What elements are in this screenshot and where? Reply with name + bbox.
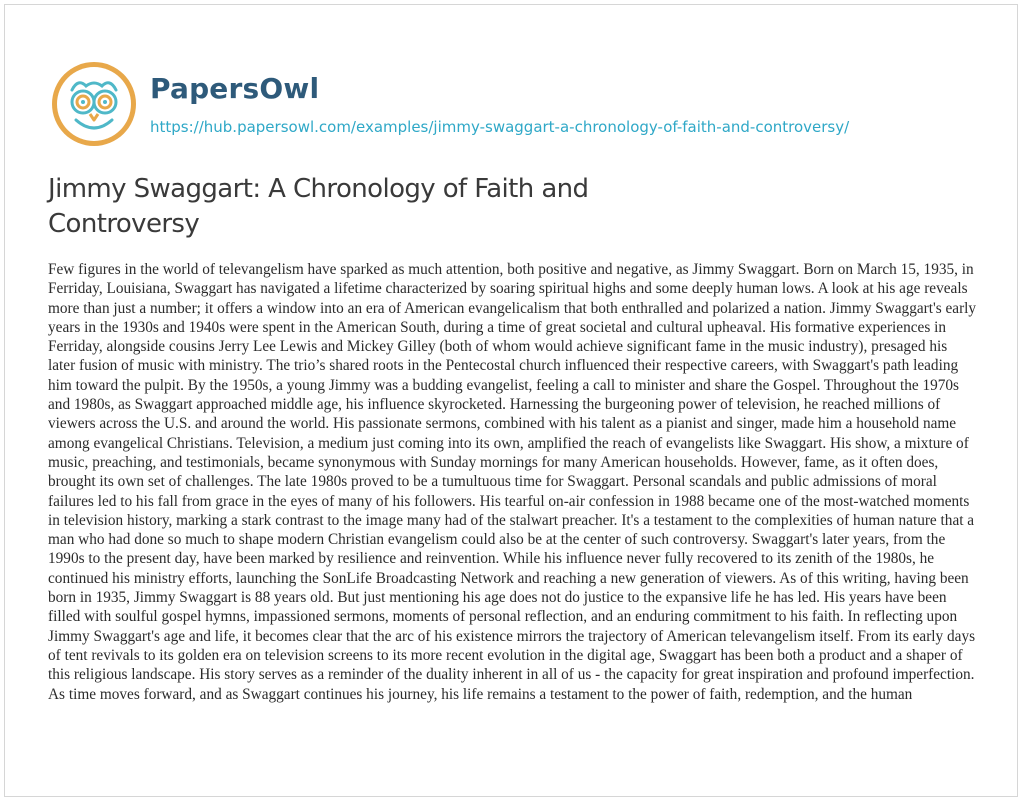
site-header — [50, 60, 849, 148]
brand-block — [150, 72, 849, 136]
page-title: Jimmy Swaggart: A Chronology of Faith and Controversy — [48, 174, 589, 239]
source-url-link[interactable]: https://hub.papersowl.com/examples/jimmy-swaggart-a-chronology-of-faith-and-controversy/ — [150, 118, 850, 136]
owl-icon — [50, 60, 138, 148]
brand-name[interactable]: PapersOwl — [150, 72, 320, 105]
article-body: Few figures in the world of televangelism have sparked as much attention, both positive and negative, as Jimmy Swaggart. Born on March 15, 1935, in Ferriday, Louisiana, Swaggart has navigated a lifetime characterized by soaring spiritual highs and some deeply human lows. A look at his age reveals more than just a number; it offers a window into an era of American evangelicalism that both enthralled and polarized a nation. Jimmy Swaggart's early years in the 1930s and 1940s were spent in the American South, during a time of great societal and cultural upheaval. His formative experiences in Ferriday, alongside cousins Jerry Lee Lewis and Mickey Gilley (both of whom would achieve significant fame in the music industry), presaged his later fusion of music with ministry. The trio’s shared roots in the Pentecostal church influenced their respective careers, with Swaggart's path leading him toward the pulpit. By the 1950s, a young Jimmy was a budding evangelist, feeling a call to minister and share the Gospel. Throughout the 1970s and 1980s, as Swaggart approached middle age, his influence skyrocketed. Harnessing the burgeoning power of television, he reached millions of viewers across the U.S. and around the world. His passionate sermons, combined with his talent as a pianist and singer, made him a household name among evangelical Christians. Television, a medium just coming into its own, amplified the reach of evangelists like Swaggart. His show, a mixture of music, preaching, and testimonials, became synonymous with Sunday mornings for many American households. However, fame, as it often does, brought its own set of challenges. The late 1980s proved to be a tumultuous time for Swaggart. Personal scandals and public admissions of moral failures led to his fall from grace in the eyes of many of his followers. His tearful on-air confession in 1988 became one of the most-watched moments in television history, marking a stark contrast to the image many had of the stalwart preacher. It's a testament to the complexities of human nature that a man who had done so much to shape modern Christian evangelism could also be at the center of such controversy. Swaggart's later years, from the 1990s to the present day, have been marked by resilience and reinvention. While his influence never fully recovered to its zenith of the 1980s, he continued his ministry efforts, launching the SonLife Broadcasting Network and reaching a new generation of viewers. As of this writing, having been born in 1935, Jimmy Swaggart is 88 years old. But just mentioning his age does not do justice to the expansive life he has led. His years have been filled with soulful gospel hymns, impassioned sermons, moments of personal reflection, and an enduring commitment to his faith. In reflecting upon Jimmy Swaggart's age and life, it becomes clear that the arc of his existence mirrors the trajectory of American televangelism itself. From its early days of tent revivals to its golden era on television screens to its more recent evolution in the digital age, Swaggart has been both a product and a shaper of this religious landscape. His story serves as a reminder of the duality inherent in all of us - the capacity for great inspiration and profound imperfection. As time moves forward, and as Swaggart continues his journey, his life remains a testament to the power of faith, redemption, and the human — [48, 261, 977, 703]
